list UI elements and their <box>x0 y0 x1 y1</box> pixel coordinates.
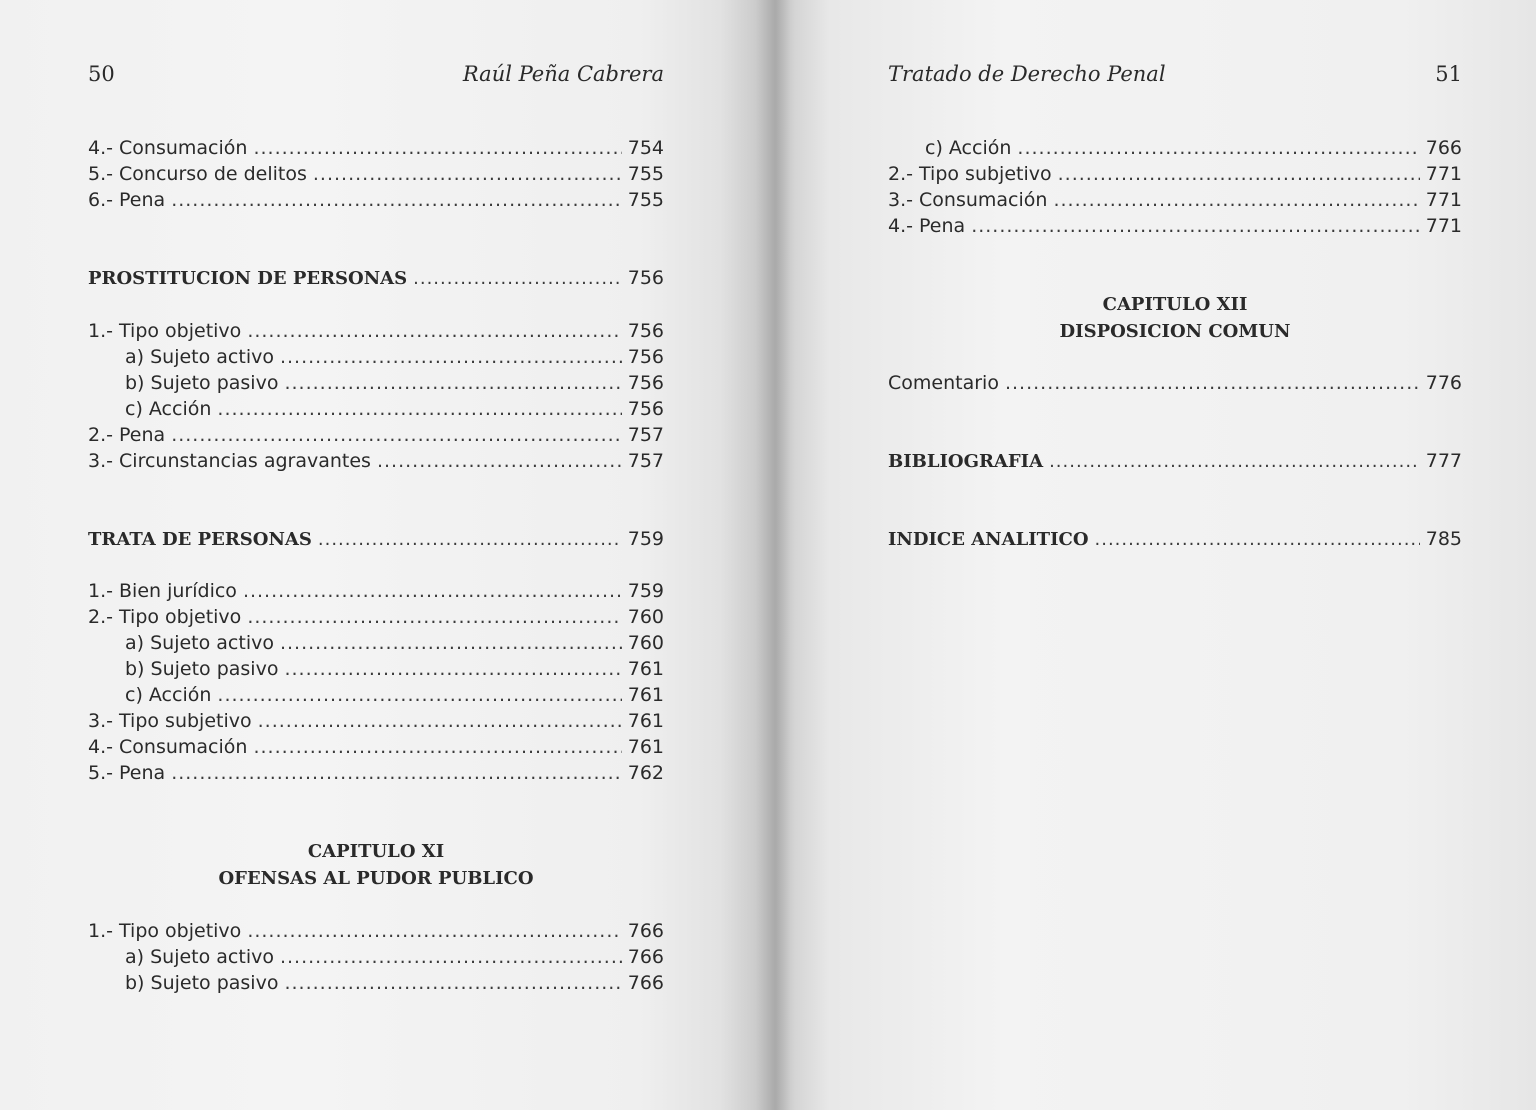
toc-leader-dots <box>1049 449 1420 475</box>
toc-entry-page: 760 <box>627 632 664 654</box>
toc-entry <box>125 682 664 708</box>
toc-leader-dots <box>1017 135 1419 161</box>
toc-entry-page: 785 <box>1425 528 1462 550</box>
toc-entry-page: 756 <box>627 320 664 342</box>
toc-leader-dots <box>171 760 622 786</box>
chapter-heading <box>888 291 1462 345</box>
toc-entry-page: 759 <box>627 580 664 602</box>
page-number: 50 <box>88 62 115 86</box>
toc-leader-dots <box>280 344 622 370</box>
toc-entry <box>88 734 664 760</box>
toc-leader-dots <box>243 578 622 604</box>
toc-entry-label: a) Sujeto activo <box>125 632 274 654</box>
toc-entry-page: 759 <box>627 528 664 550</box>
toc-entry <box>888 161 1462 187</box>
toc-entry-label: Comentario <box>888 372 999 394</box>
toc-entry-label: 3.- Tipo subjetivo <box>88 710 252 732</box>
toc-entry <box>88 318 664 344</box>
toc-leader-dots <box>1095 527 1420 553</box>
toc-entry-label: TRATA DE PERSONAS <box>88 529 312 550</box>
toc-entry-page: 761 <box>627 710 664 732</box>
toc-entry-label: 5.- Concurso de delitos <box>88 163 307 185</box>
toc-entry-page: 762 <box>627 762 664 784</box>
toc-entry-label: 3.- Consumación <box>888 189 1048 211</box>
toc-entry-label: a) Sujeto activo <box>125 346 274 368</box>
toc-entry-label: INDICE ANALITICO <box>888 529 1089 550</box>
toc-entry-label: 2.- Pena <box>88 424 166 446</box>
toc-leader-dots <box>247 318 621 344</box>
toc-entry <box>125 370 664 396</box>
toc-entry <box>88 448 664 474</box>
toc-entry-label: PROSTITUCION DE PERSONAS <box>88 268 408 289</box>
toc-entry <box>88 918 664 944</box>
toc-entry-page: 757 <box>627 424 664 446</box>
toc-entry <box>88 161 664 187</box>
toc-entry-label: 6.- Pena <box>88 189 166 211</box>
toc-entry-page: 776 <box>1425 372 1462 394</box>
toc-entry-label: 4.- Consumación <box>88 736 248 758</box>
toc-entry-label: 1.- Tipo objetivo <box>88 320 242 342</box>
toc-entry-label: 2.- Tipo objetivo <box>88 606 242 628</box>
toc-leader-dots <box>413 266 622 292</box>
toc-leader-dots <box>318 527 622 553</box>
page-number: 51 <box>1435 62 1462 86</box>
left-page <box>88 0 664 1110</box>
toc-entry <box>125 970 664 996</box>
toc-entry-page: 756 <box>627 346 664 368</box>
toc-entry <box>125 396 664 422</box>
chapter-number: CAPITULO XII <box>1102 294 1248 315</box>
toc-leader-dots <box>171 187 622 213</box>
toc-leader-dots <box>217 682 621 708</box>
chapter-heading <box>88 838 664 892</box>
toc-section-heading <box>88 265 664 291</box>
toc-entry-page: 757 <box>627 450 664 472</box>
toc-leader-dots <box>171 422 622 448</box>
toc-entry-label: 3.- Circunstancias agravantes <box>88 450 371 472</box>
toc-leader-dots <box>1005 370 1420 396</box>
toc-entry-page: 766 <box>627 972 664 994</box>
toc-entry <box>925 135 1462 161</box>
toc-entry-label: 4.- Pena <box>888 215 966 237</box>
toc-entry <box>88 604 664 630</box>
toc-entry-page: 755 <box>627 189 664 211</box>
toc-leader-dots <box>1058 161 1420 187</box>
chapter-title: DISPOSICION COMUN <box>1059 321 1291 342</box>
toc-entry-page: 754 <box>627 137 664 159</box>
right-page <box>888 0 1462 1110</box>
toc-entry <box>888 370 1462 396</box>
toc-entry-label: 2.- Tipo subjetivo <box>888 163 1052 185</box>
toc-entry <box>88 578 664 604</box>
toc-entry <box>88 760 664 786</box>
toc-entry <box>888 213 1462 239</box>
running-head <box>88 62 664 92</box>
toc-leader-dots <box>253 734 621 760</box>
toc-leader-dots <box>284 370 621 396</box>
toc-entry-page: 756 <box>627 398 664 420</box>
book-gutter <box>755 0 795 1110</box>
toc-entry-page: 766 <box>627 946 664 968</box>
toc-entry-label: 1.- Bien jurídico <box>88 580 237 602</box>
toc-leader-dots <box>217 396 621 422</box>
toc-entry <box>88 135 664 161</box>
running-title: Tratado de Derecho Penal <box>888 62 1166 86</box>
toc-leader-dots <box>280 630 622 656</box>
toc-leader-dots <box>253 135 621 161</box>
toc-section-heading <box>88 526 664 552</box>
chapter-number: CAPITULO XI <box>307 841 445 862</box>
toc-entry <box>125 656 664 682</box>
toc-entry <box>88 187 664 213</box>
toc-leader-dots <box>280 944 622 970</box>
toc-leader-dots <box>258 708 622 734</box>
toc-entry-page: 755 <box>627 163 664 185</box>
toc-entry-label: c) Acción <box>925 137 1012 159</box>
toc-entry-label: 4.- Consumación <box>88 137 248 159</box>
toc-section-heading <box>888 448 1462 474</box>
toc-entry-page: 761 <box>627 736 664 758</box>
toc-entry-page: 766 <box>1425 137 1462 159</box>
toc-entry-page: 771 <box>1425 163 1462 185</box>
toc-entry-label: b) Sujeto pasivo <box>125 972 279 994</box>
toc-entry-label: b) Sujeto pasivo <box>125 372 279 394</box>
toc-leader-dots <box>247 604 621 630</box>
toc-entry <box>125 630 664 656</box>
toc-entry-page: 766 <box>627 920 664 942</box>
toc-leader-dots <box>313 161 622 187</box>
toc-entry <box>125 944 664 970</box>
toc-leader-dots <box>377 448 622 474</box>
toc-entry-page: 756 <box>627 372 664 394</box>
toc-entry <box>125 344 664 370</box>
toc-entry-page: 756 <box>627 267 664 289</box>
toc-entry-page: 777 <box>1425 450 1462 472</box>
toc-entry-page: 760 <box>627 606 664 628</box>
toc-entry-label: a) Sujeto activo <box>125 946 274 968</box>
toc-entry <box>888 187 1462 213</box>
toc-entry-page: 771 <box>1425 189 1462 211</box>
toc-entry-label: BIBLIOGRAFIA <box>888 451 1044 472</box>
toc-entry-label: 1.- Tipo objetivo <box>88 920 242 942</box>
toc-entry-label: c) Acción <box>125 398 212 420</box>
toc-entry-label: b) Sujeto pasivo <box>125 658 279 680</box>
toc-section-heading <box>888 526 1462 552</box>
toc-entry-label: c) Acción <box>125 684 212 706</box>
toc-entry <box>88 422 664 448</box>
chapter-title: OFENSAS AL PUDOR PUBLICO <box>218 868 534 889</box>
running-title: Raúl Peña Cabrera <box>462 62 664 86</box>
running-head <box>888 62 1462 92</box>
toc-entry-label: 5.- Pena <box>88 762 166 784</box>
toc-leader-dots <box>284 970 621 996</box>
toc-leader-dots <box>1053 187 1419 213</box>
toc-entry-page: 761 <box>627 658 664 680</box>
toc-leader-dots <box>284 656 621 682</box>
toc-leader-dots <box>971 213 1420 239</box>
toc-entry-page: 761 <box>627 684 664 706</box>
toc-leader-dots <box>247 918 621 944</box>
toc-entry <box>88 708 664 734</box>
toc-entry-page: 771 <box>1425 215 1462 237</box>
